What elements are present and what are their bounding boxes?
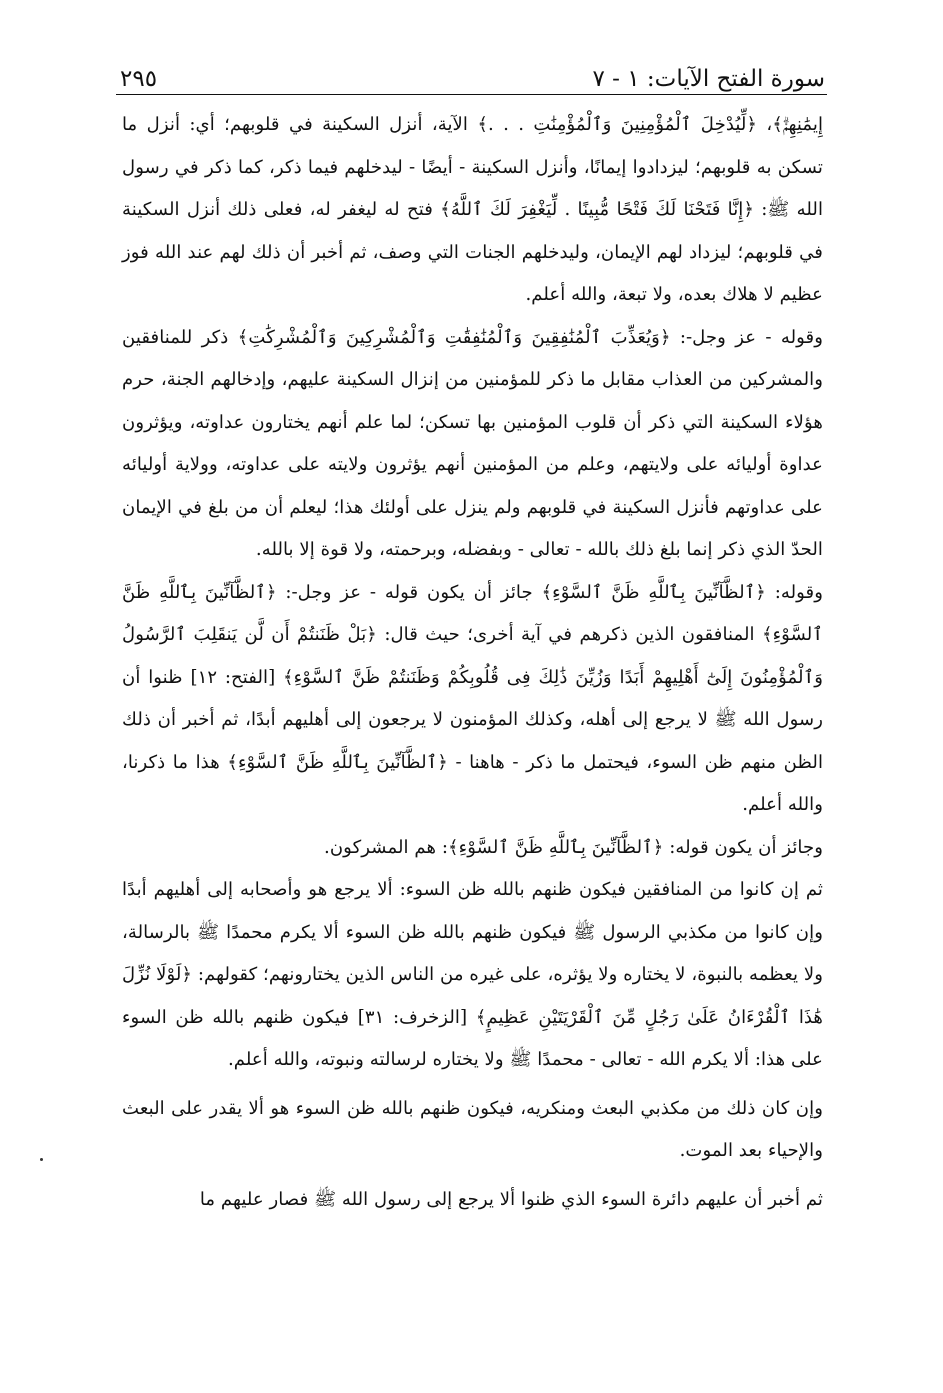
paragraph: إِيمَٰنِهِمْۗ﴾، ﴿لِّيُدْخِلَ ٱلْمُؤْمِنِينَ وَٱلْمُؤْمِنَٰتِ . . .﴾ الآية، أنزل السكينة في قلوبهم؛ أي: أنزل ما تسكن به قلوبهم؛ ليزدادوا إيمانًا، وأنزل السكينة - أيضًا - ليدخلهم فيما ذكر، كما ذكر في رسول الله ﷺ: ﴿إِنَّا فَتَحْنَا لَكَ فَتْحًا مُّبِينًا . لِّيَغْفِرَ لَكَ ٱللَّهُ﴾ فتح له ليغفر له، فعلى ذلك أنزل السكينة في قلوبهم؛ ليزداد لهم الإيمان، وليدخلهم الجنات التي وصف، ثم أخبر أن ذلك لهم عند الله فوز عظيم لا هلاك بعده، ولا تبعة، والله أعلم. xyxy=(122,114,823,305)
chapter-title: سورة الفتح الآيات: ١ - ٧ xyxy=(592,66,825,92)
paragraph: وقوله - عز وجل-: ﴿وَيُعَذِّبَ ٱلْمُنَٰفِقِينَ وَٱلْمُنَٰفِقَٰتِ وَٱلْمُشْرِكِينَ وَٱلْمُشْرِكَٰتِ﴾ ذكر للمنافقين والمشركين من العذاب مقابل ما ذكر للمؤمنين من إنزال السكينة عليهم، وإدخالهم الجنة، حرم هؤلاء السكينة التي ذكر أن قلوب المؤمنين بها تسكن؛ لما علم أنهم يختارون عداوته، ويؤثرون عداوة أوليائه على ولايتهم، وعلم من المؤمنين أنهم يؤثرون ولايته على عداوته، وولاية أوليائه على عداوتهم فأنزل السكينة في قلوبهم ولم ينزل على أولئك هذا؛ ليعلم أن من بلغ في الإيمان الحدّ الذي ذكر إنما بلغ ذلك بالله - تعالى - وبفضله، وبرحمته، ولا قوة إلا بالله. xyxy=(122,326,823,560)
body-text xyxy=(122,104,823,1221)
page-number: ٢٩٥ xyxy=(120,66,158,92)
header-rule xyxy=(116,94,827,95)
scan-speck xyxy=(40,1158,43,1161)
running-header xyxy=(120,52,825,92)
paragraph: وجائز أن يكون قوله: ﴿ٱلظَّآنِّينَ بِٱللَّهِ ظَنَّ ٱلسَّوْءِ﴾: هم المشركون. xyxy=(324,836,823,858)
paragraph: وقوله: ﴿ٱلظَّآنِّينَ بِٱللَّهِ ظَنَّ ٱلسَّوْءِ﴾ جائز أن يكون قوله - عز وجل-: ﴿ٱلظَّآنِّينَ بِٱللَّهِ ظَنَّ ٱلسَّوْءِ﴾ المنافقون الذين ذكرهم في آية أخرى؛ حيث قال: ﴿بَلْ ظَنَنتُمْ أَن لَّن يَنقَلِبَ ٱلرَّسُولُ وَٱلْمُؤْمِنُونَ إِلَىٰٓ أَهْلِيهِمْ أَبَدًا وَزُيِّنَ ذَٰلِكَ فِى قُلُوبِكُمْ وَظَنَنتُمْ ظَنَّ ٱلسَّوْءِ﴾ [الفتح: ١٢] ظنوا أن رسول الله ﷺ لا يرجع إلى أهله، وكذلك المؤمنون لا يرجعون إلى أهليهم أبدًا، ثم أخبر أن ذلك الظن منهم ظن السوء، فيحتمل ما ذكر - هاهنا - ﴿ٱلظَّآنِّينَ بِٱللَّهِ ظَنَّ ٱلسَّوْءِ﴾ هذا ما ذكرنا، والله أعلم. xyxy=(122,581,823,815)
paragraph: ثم أخبر أن عليهم دائرة السوء الذي ظنوا ألا يرجع إلى رسول الله ﷺ فصار عليهم ما xyxy=(199,1188,823,1210)
paragraph: وإن كان ذلك من مكذبي البعث ومنكريه، فيكون ظنهم بالله ظن السوء هو ألا يقدر على البعث والإحياء بعد الموت. xyxy=(122,1097,823,1161)
paragraph: ثم إن كانوا من المنافقين فيكون ظنهم بالله ظن السوء: ألا يرجع هو وأصحابه إلى أهليهم أبدًا وإن كانوا من مكذبي الرسول ﷺ فيكون ظنهم بالله ظن السوء ألا يكرم محمدًا ﷺ بالرسالة، ولا يعظمه بالنبوة، لا يختاره ولا يؤثره، على غيره من الناس الذين يختارونهم؛ كقولهم: ﴿لَوْلَا نُزِّلَ هَٰذَا ٱلْقُرْءَانُ عَلَىٰ رَجُلٍ مِّنَ ٱلْقَرْيَتَيْنِ عَظِيمٍ﴾ [الزخرف: ٣١] فيكون ظنهم بالله ظن السوء على هذا: ألا يكرم الله - تعالى - محمدًا ﷺ ولا يختاره لرسالته ونبوته، والله أعلم. xyxy=(122,879,824,1070)
